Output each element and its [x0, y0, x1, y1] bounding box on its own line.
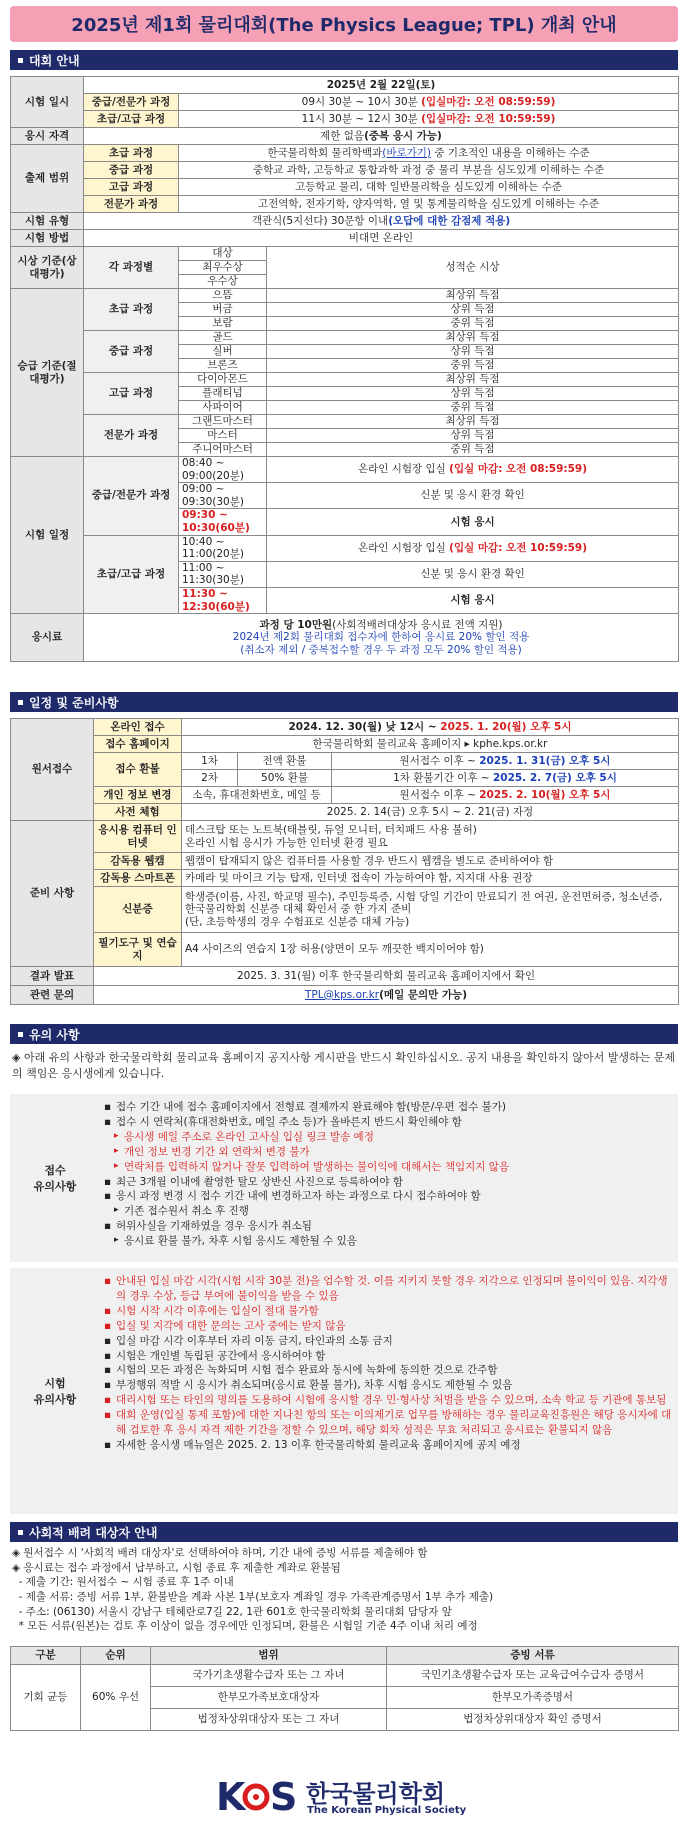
notice-item: ▸ 기존 접수원서 취소 후 진행	[116, 1204, 676, 1219]
abs-course: 중급 과정	[84, 331, 179, 373]
schedule-time: 11:00 ~ 11:30(30분)	[179, 561, 267, 587]
abs-desc: 상위 득점	[267, 303, 679, 317]
type-label: 시험 유형	[11, 213, 84, 230]
section-header-info	[10, 50, 678, 70]
award-rel-desc: 성적순 시상	[267, 247, 679, 289]
schedule-desc: 시험 응시	[267, 509, 679, 535]
notice-item: ▪ 안내된 입실 마감 시각(시험 시작 30분 전)을 엄수할 것. 이를 지키지 못할 경우 지각으로 인정되며 불이익이 있음. 지각생의 경우 수상, 등급 부여에 불이익을 받을 수 있음	[116, 1274, 676, 1304]
social-line: - 제출 서류: 증빙 서류 1부, 환불받을 계좌 사본 1부(보호자 계좌일 경우 가족관계증명서 1부 추가 제출)	[12, 1591, 494, 1604]
type-value: 객관식(5지선다) 30문항 이내(오답에 대한 감점제 적용)	[84, 213, 679, 230]
contact-value: TPL@kps.or.kr(메일 문의만 가능)	[94, 986, 679, 1005]
online-period: 2024. 12. 30(월) 낮 12시 ~ 2025. 1. 20(월) 오후 5시	[182, 719, 679, 736]
award-rel-label: 시상 기준(상대평가)	[11, 247, 84, 289]
social-line: - 제출 기간: 원서접수 ~ 시험 종료 후 1주 이내	[12, 1576, 234, 1589]
ready-item: 감독용 웹캠	[94, 853, 182, 870]
section-header-prep	[10, 692, 678, 712]
result-label: 결과 발표	[11, 967, 94, 986]
refund-round: 2차	[182, 770, 238, 787]
section-title: 유의 사항	[29, 1027, 80, 1042]
award-rank: 최우수상	[179, 261, 267, 275]
abs-level: 실버	[179, 345, 267, 359]
social-category: 기회 균등	[11, 1665, 81, 1731]
section-header-social	[10, 1522, 678, 1542]
exam-notice-label: 시험 유의사항	[33, 1377, 77, 1406]
schedule-desc: 시험 응시	[267, 587, 679, 613]
exam-date: 2025년 2월 22일(토)	[84, 77, 679, 94]
notice-item: ▪ 최근 3개월 이내에 촬영한 탈모 상반신 사진으로 등록하여야 함	[116, 1175, 676, 1190]
social-scope: 한부모가족보호대상자	[151, 1687, 387, 1709]
contact-email-link[interactable]: TPL@kps.or.kr	[304, 988, 380, 1001]
ready-desc: 학생증(이름, 사진, 학교명 필수), 주민등록증, 시험 당일 기간이 만료되기 전 여권, 운전면허증, 청소년증, 한국물리학회 신분증 대체 확인서 중 한 가지 준비 (단, 초등학생의 경우 수험표로 신분증 대체 가능)	[182, 887, 679, 933]
col-header: 증빙 서류	[387, 1647, 679, 1665]
notice-item: ▪ 시험의 모든 과정은 녹화되며 시험 접수 완료와 동시에 녹화에 동의한 것으로 간주함	[116, 1363, 676, 1378]
prep-table	[10, 718, 679, 1005]
social-doc: 국민기초생활수급자 또는 교육급여수급자 증명서	[387, 1665, 679, 1687]
scope-course: 초급 과정	[84, 145, 179, 162]
award-abs-label: 승급 기준(절대평가)	[11, 289, 84, 457]
scope-desc: 한국물리학회 물리학백과(바로가기) 중 기초적인 내용을 이해하는 수준	[179, 145, 679, 162]
notice-item: ▪ 시험 시작 시각 이후에는 입실이 절대 불가함	[116, 1304, 676, 1319]
scope-label: 출제 범위	[11, 145, 84, 213]
scope-desc: 중학교 과학, 고등학교 통합과학 과정 중 물리 부분을 심도있게 이해하는 수준	[179, 162, 679, 179]
abs-course: 고급 과정	[84, 373, 179, 415]
refund-round: 1차	[182, 753, 238, 770]
abs-desc: 상위 득점	[267, 387, 679, 401]
col-header: 구분	[11, 1647, 81, 1665]
pretest-period: 2025. 2. 14(금) 오후 5시 ~ 2. 21(금) 자정	[182, 804, 679, 821]
refund-period: 1차 환불기간 이후 ~ 2025. 2. 7(금) 오후 5시	[332, 770, 679, 787]
social-info	[12, 1546, 676, 1634]
refund-period: 원서접수 이후 ~ 2025. 1. 31(금) 오후 5시	[332, 753, 679, 770]
schedule-desc: 온라인 시험장 입실 (입실 마감: 오전 10:59:59)	[267, 535, 679, 561]
fee-value: 과정 당 10만원(사회적배려대상자 응시료 전액 지원) 2024년 제2회 물리대회 접수자에 한하여 응시료 20% 할인 적용 (취소자 제외 / 중복접수할 경우 두 과정 모두 20% 할인 적용)	[84, 614, 679, 662]
notice-item: ▸ 개인 정보 변경 기간 외 연락처 변경 불가	[116, 1145, 676, 1160]
schedule-course: 중급/전문가 과정	[84, 457, 179, 536]
abs-level: 보람	[179, 317, 267, 331]
exam-date-label: 시험 일시	[11, 77, 84, 128]
low-course-label: 초급/고급 과정	[84, 111, 179, 128]
refund-rate: 50% 환불	[238, 770, 332, 787]
abs-desc: 상위 득점	[267, 345, 679, 359]
schedule-time: 11:30 ~ 12:30(60분)	[179, 587, 267, 613]
abs-desc: 상위 득점	[267, 429, 679, 443]
ready-desc: 데스크탑 또는 노트북(태블릿, 듀얼 모니터, 터치패드 사용 불허) 온라인 시험 응시가 가능한 인터넷 환경 필요	[182, 821, 679, 853]
schedule-desc: 신분 및 응시 환경 확인	[267, 561, 679, 587]
abs-course: 초급 과정	[84, 289, 179, 331]
abs-level: 마스터	[179, 429, 267, 443]
abs-desc: 중위 득점	[267, 443, 679, 457]
online-label: 온라인 접수	[94, 719, 182, 736]
scope-desc: 고등학교 물리, 대학 일반물리학을 심도있게 이해하는 수준	[179, 179, 679, 196]
notice-item: ▸ 응시료 환불 불가, 차후 시험 응시도 제한될 수 있음	[116, 1234, 676, 1249]
schedule-time: 08:40 ~ 09:00(20분)	[179, 457, 267, 483]
scope-desc: 고전역학, 전자기학, 양자역학, 열 및 통계물리학을 심도있게 이해하는 수준	[179, 196, 679, 213]
schedule-desc: 신분 및 응시 환경 확인	[267, 483, 679, 509]
social-doc: 한부모가족증명서	[387, 1687, 679, 1709]
abs-desc: 중위 득점	[267, 359, 679, 373]
abs-level: 사파이어	[179, 401, 267, 415]
schedule-time: 09:00 ~ 09:30(30분)	[179, 483, 267, 509]
award-rel-course: 각 과정별	[84, 247, 179, 289]
info-table	[10, 76, 679, 662]
schedule-course: 초급/고급 과정	[84, 535, 179, 614]
kps-name-ko: 한국물리학회	[306, 1780, 446, 1808]
social-rank: 60% 우선	[81, 1665, 151, 1731]
ready-desc: 웹캠이 탑재되지 않은 컴퓨터를 사용할 경우 반드시 웹캠을 별도로 준비하여야 함	[182, 853, 679, 870]
abs-desc: 중위 득점	[267, 401, 679, 415]
result-value: 2025. 3. 31(월) 이후 한국물리학회 물리교육 홈페이지에서 확인	[94, 967, 679, 986]
scope-course: 중급 과정	[84, 162, 179, 179]
social-line: ◈ 응시료는 접수 과정에서 납부하고, 시험 종료 후 제출한 계좌로 환불됨	[12, 1561, 341, 1574]
notice-item: ▪ 접수 시 연락처(휴대전화번호, 메일 주소 등)가 올바른지 반드시 확인해야 함	[116, 1115, 676, 1130]
social-table	[10, 1646, 679, 1731]
svg-text:S: S	[270, 1775, 298, 1819]
section-title: 사회적 배려 대상자 안내	[29, 1525, 158, 1540]
contact-label: 관련 문의	[11, 986, 94, 1005]
ready-desc: A4 사이즈의 연습지 1장 허용(양면이 모두 깨끗한 백지이어야 함)	[182, 933, 679, 967]
abs-course: 전문가 과정	[84, 415, 179, 457]
qual-label: 응시 자격	[11, 128, 84, 145]
low-course-time: 11시 30분 ~ 12시 30분 (입실마감: 오전 10:59:59)	[179, 111, 679, 128]
schedule-label: 시험 일정	[11, 457, 84, 614]
homepage-link[interactable]: 한국물리학회 물리교육 홈페이지 ▸ kphe.kps.or.kr	[182, 736, 679, 753]
notice-item: ▪ 입실 및 지각에 대한 문의는 고사 중에는 받지 않음	[116, 1319, 676, 1334]
change-label: 개인 정보 변경	[94, 787, 182, 804]
social-scope: 법정차상위대상자 또는 그 자녀	[151, 1709, 387, 1731]
notice-item: ▪ 접수 기간 내에 접수 홈페이지에서 전형료 결제까지 완료해야 함(방문/우편 접수 불가)	[116, 1100, 676, 1115]
method-value: 비대면 온라인	[84, 230, 679, 247]
change-items: 소속, 휴대전화번호, 메일 등	[182, 787, 332, 804]
apply-notice-label: 접수 유의사항	[33, 1164, 77, 1193]
ready-item: 감독용 스마트폰	[94, 870, 182, 887]
method-label: 시험 방법	[11, 230, 84, 247]
exam-notice-box	[10, 1268, 678, 1514]
social-scope: 국가기초생활수급자 또는 그 자녀	[151, 1665, 387, 1687]
exam-notice-list	[102, 1268, 676, 1453]
abs-desc: 최상위 득점	[267, 415, 679, 429]
ready-label: 준비 사항	[11, 821, 94, 967]
notice-item: ▪ 응시 과정 변경 시 접수 기간 내에 변경하고자 하는 과정으로 다시 접수하여야 함	[116, 1189, 676, 1204]
qual-value: 제한 없음(중복 응시 가능)	[84, 128, 679, 145]
abs-desc: 중위 득점	[267, 317, 679, 331]
abs-level: 다이아몬드	[179, 373, 267, 387]
notice-item: ▪ 시험은 개인별 독립된 공간에서 응시하여야 함	[116, 1349, 676, 1364]
abs-level: 브론즈	[179, 359, 267, 373]
abs-level: 플래티넘	[179, 387, 267, 401]
notice-item: ▸ 연락처를 입력하지 않거나 잘못 입력하여 발생하는 불이익에 대해서는 책임지지 않음	[116, 1160, 676, 1175]
section-header-notice	[10, 1024, 678, 1044]
notice-item: ▪ 입실 마감 시각 이후부터 자리 이동 금지, 타인과의 소통 금지	[116, 1334, 676, 1349]
award-rank: 우수상	[179, 275, 267, 289]
kps-name-en: The Korean Physical Society	[307, 1805, 467, 1816]
section-title: 대회 안내	[29, 53, 80, 68]
abs-desc: 최상위 득점	[267, 373, 679, 387]
notice-item: ▪ 자세한 응시생 매뉴얼은 2025. 2. 13 이후 한국물리학회 물리교육 홈페이지에 공지 예정	[116, 1438, 676, 1453]
award-rank: 대상	[179, 247, 267, 261]
notice-item: ▸ 응시생 메일 주소로 온라인 고사실 입실 링크 발송 예정	[116, 1130, 676, 1145]
notice-intro: ◈ 아래 유의 사항과 한국물리학회 물리교육 홈페이지 공지사항 게시판을 반드시 확인하십시오. 공지 내용을 확인하지 않아서 발생하는 문제의 책임은 응시생에게 있습니다.	[12, 1051, 675, 1080]
change-period: 원서접수 이후 ~ 2025. 2. 10(월) 오후 5시	[332, 787, 679, 804]
ready-item: 신분증	[94, 887, 182, 933]
abs-desc: 최상위 득점	[267, 331, 679, 345]
abs-level: 골드	[179, 331, 267, 345]
abs-level: 그랜드마스터	[179, 415, 267, 429]
notice-item: ▪ 허위사실을 기재하였을 경우 응시가 취소됨	[116, 1219, 676, 1234]
abs-level: 주니어마스터	[179, 443, 267, 457]
mid-course-label: 중급/전문가 과정	[84, 94, 179, 111]
scope-course: 전문가 과정	[84, 196, 179, 213]
col-header: 순위	[81, 1647, 151, 1665]
abs-level: 으뜸	[179, 289, 267, 303]
social-line: - 주소: (06130) 서울시 강남구 테헤란로7길 22, 1관 601호 한국물리학회 물리대회 담당자 앞	[12, 1605, 452, 1618]
apply-label: 원서접수	[11, 719, 94, 821]
apply-notice-list	[102, 1094, 676, 1249]
ready-item: 필기도구 및 연습지	[94, 933, 182, 967]
social-line: * 모든 서류(원본)는 검토 후 이상이 없을 경우에만 인정되며, 환불은 시험일 기준 4주 이내 처리 예정	[12, 1620, 478, 1633]
fee-label: 응시료	[11, 614, 84, 662]
abs-desc: 최상위 득점	[267, 289, 679, 303]
apply-notice-box	[10, 1094, 678, 1262]
mid-course-time: 09시 30분 ~ 10시 30분 (입실마감: 오전 08:59:59)	[179, 94, 679, 111]
encyclopedia-link[interactable]: (바로가기)	[382, 146, 431, 159]
notice-item: ▪ 대리시험 또는 타인의 명의를 도용하여 시험에 응시할 경우 민·형사상 처벌을 받을 수 있으며, 소속 학교 등 기관에 통보됨	[116, 1393, 676, 1408]
refund-label: 접수 환불	[94, 753, 182, 787]
pretest-label: 사전 체험	[94, 804, 182, 821]
schedule-desc: 온라인 시험장 입실 (입실 마감: 오전 08:59:59)	[267, 457, 679, 483]
homepage-label: 접수 홈페이지	[94, 736, 182, 753]
kps-logo	[216, 1772, 472, 1820]
social-doc: 법정차상위대상자 확인 증명서	[387, 1709, 679, 1731]
col-header: 범위	[151, 1647, 387, 1665]
page-title: 2025년 제1회 물리대회(The Physics League; TPL) 개최 안내	[71, 15, 617, 36]
ready-desc: 카메라 및 마이크 기능 탑재, 인터넷 접속이 가능하여야 함, 지지대 사용 권장	[182, 870, 679, 887]
section-title: 일정 및 준비사항	[29, 695, 119, 710]
svg-text:K: K	[216, 1775, 246, 1819]
schedule-time: 10:40 ~ 11:00(20분)	[179, 535, 267, 561]
notice-item: ▪ 대회 운영(입실 통제 포함)에 대한 지나친 항의 또는 이의제기로 업무를 방해하는 경우 물리교육진흥원은 해당 응시자에 대해 검토한 후 응시 자격 제한 기간을 정할 수 있으며, 해당 회차 성적은 무효 처리되고 응시료는 환불되지 않음	[116, 1408, 676, 1438]
page-title-bar	[10, 6, 678, 42]
scope-course: 고급 과정	[84, 179, 179, 196]
abs-level: 버금	[179, 303, 267, 317]
ready-item: 응시용 컴퓨터 인터넷	[94, 821, 182, 853]
notice-item: ▪ 부정행위 적발 시 응시가 취소되며(응시료 환불 불가), 차후 시험 응시도 제한될 수 있음	[116, 1378, 676, 1393]
schedule-time: 09:30 ~ 10:30(60분)	[179, 509, 267, 535]
refund-rate: 전액 환불	[238, 753, 332, 770]
social-line: ◈ 원서접수 시 '사회적 배려 대상자'로 선택하여야 하며, 기간 내에 증빙 서류를 제출해야 함	[12, 1547, 428, 1559]
